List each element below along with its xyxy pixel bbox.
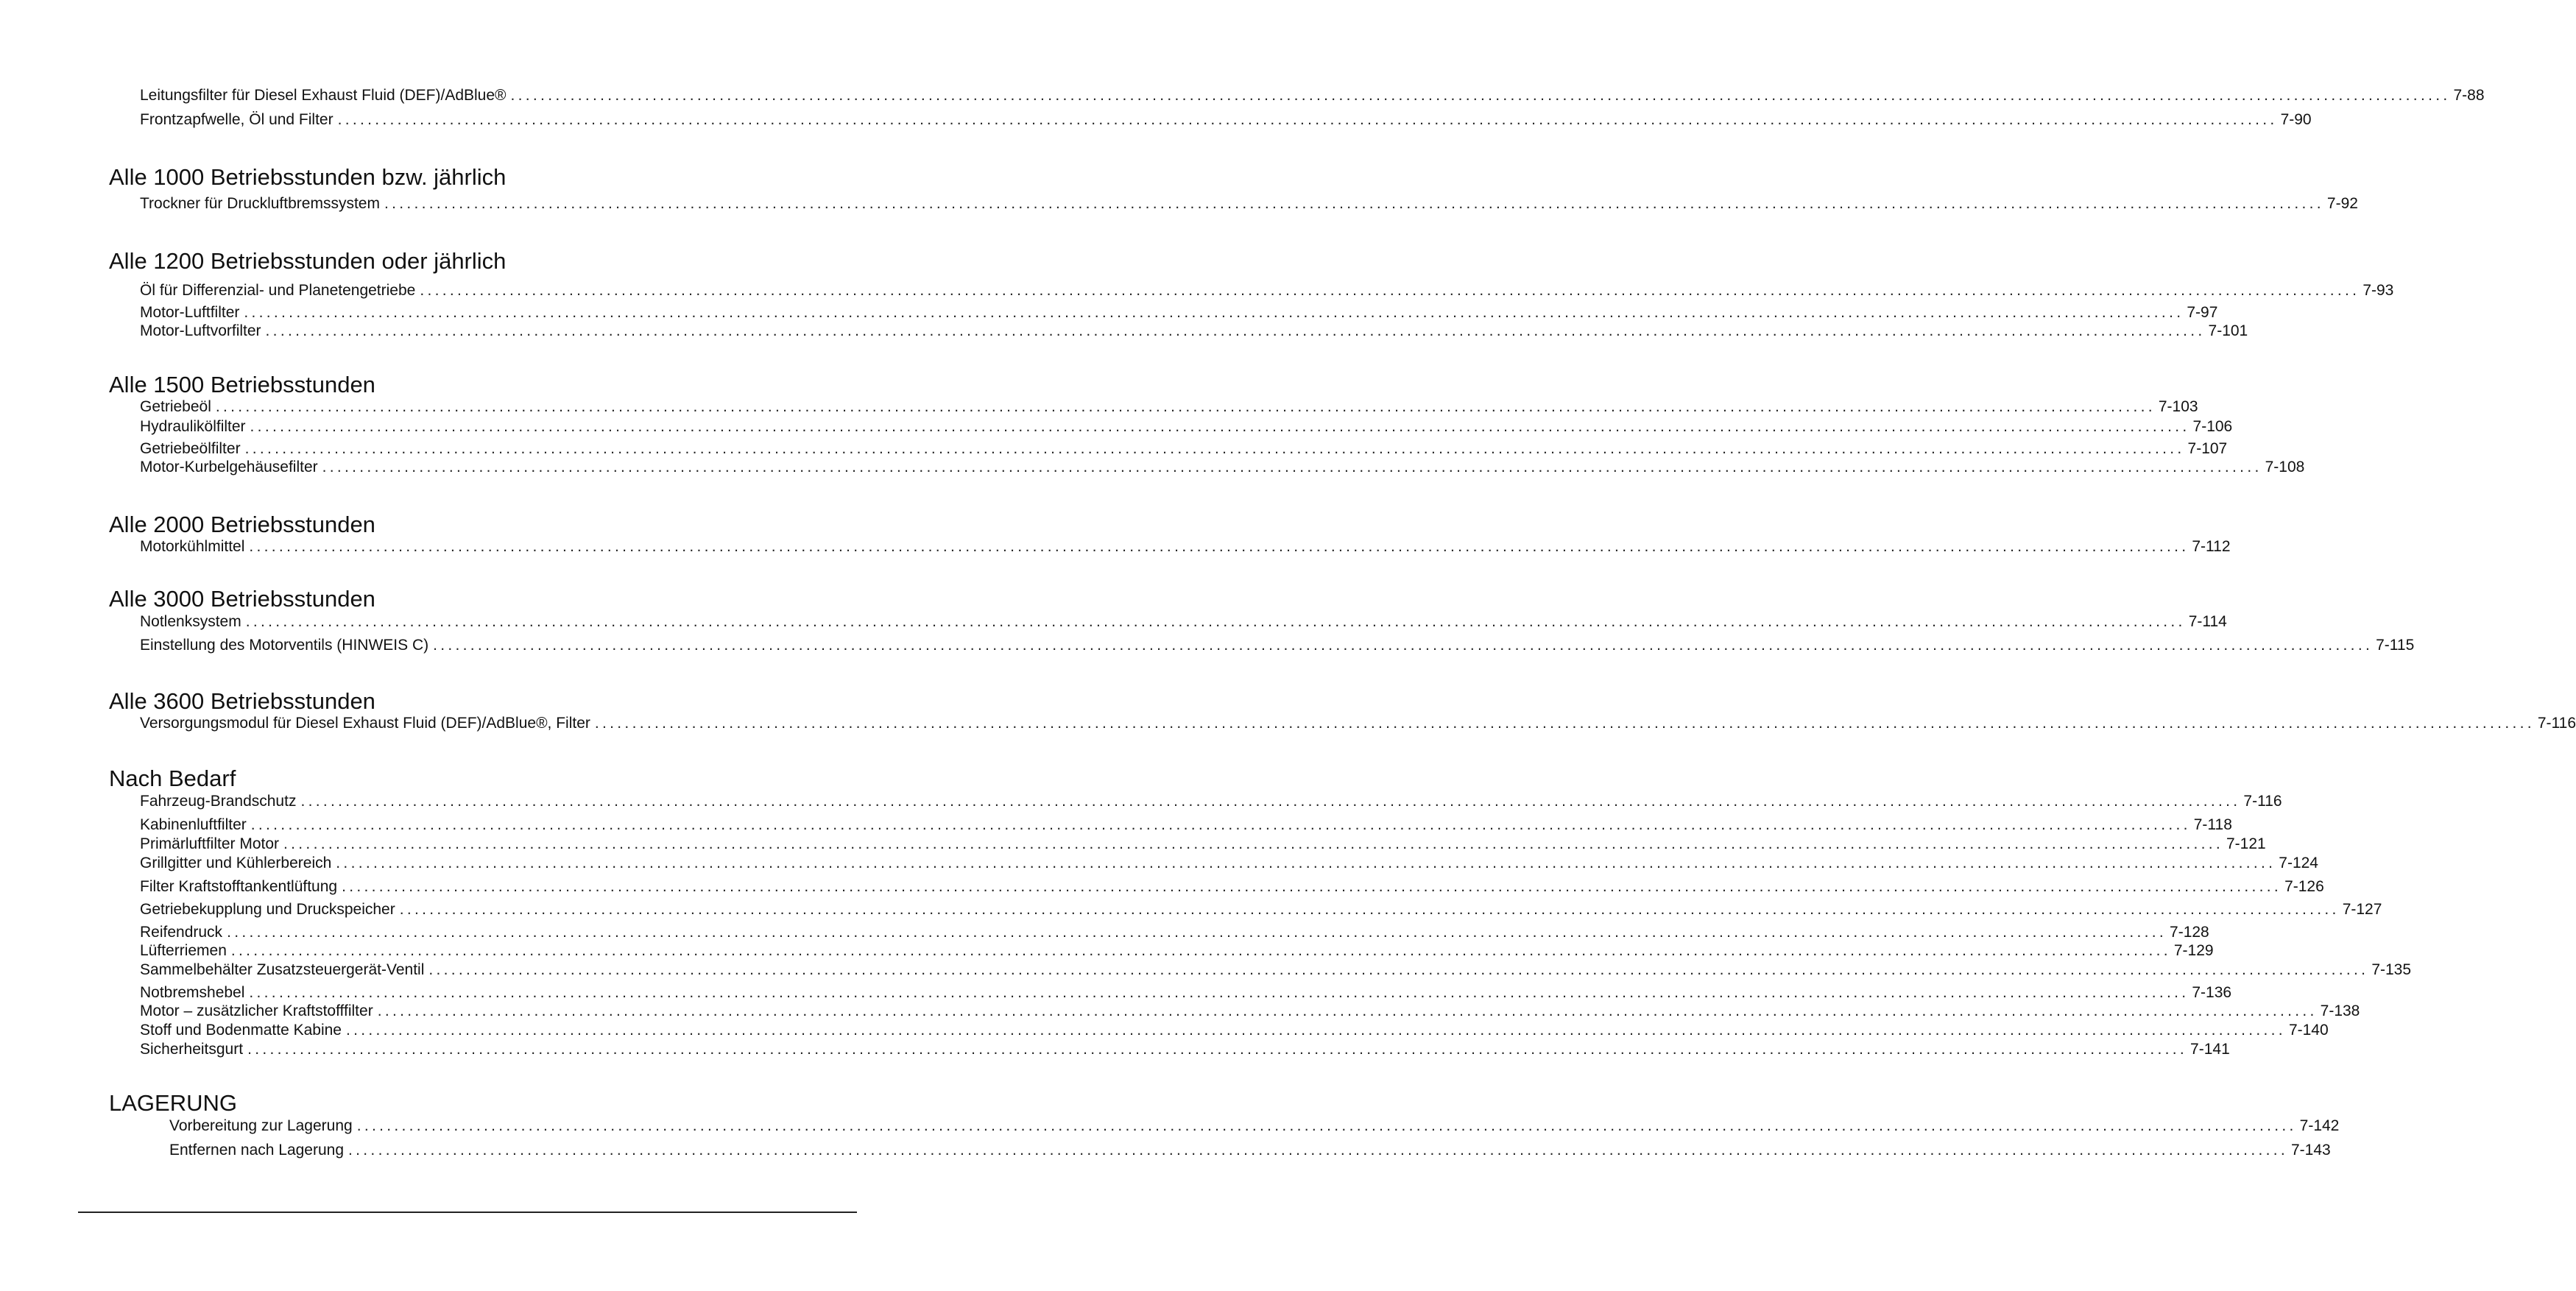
toc-entry-page-number: 7-88 xyxy=(2453,87,2485,104)
toc-entry-page-number: 7-116 xyxy=(2243,793,2282,810)
dot-leader: .................................................................................................................................................................................................................................................................... xyxy=(336,855,2276,871)
toc-entry[interactable] xyxy=(140,714,2576,733)
toc-entry-page-number: 7-106 xyxy=(2192,418,2233,435)
dot-leader: .................................................................................................................................................................................................................................................................... xyxy=(342,878,2282,895)
toc-entry[interactable] xyxy=(140,322,2248,341)
dot-leader: .................................................................................................................................................................................................................................................................... xyxy=(230,942,2171,959)
toc-entry-title: Reifendruck xyxy=(140,924,223,941)
toc-entry[interactable] xyxy=(140,537,2231,556)
toc-entry-page-number: 7-97 xyxy=(2187,304,2218,321)
toc-entry-title: Entfernen nach Lagerung xyxy=(169,1142,345,1159)
dot-leader: .................................................................................................................................................................................................................................................................... xyxy=(345,1022,2286,1039)
dot-leader: .................................................................................................................................................................................................................................................................... xyxy=(510,87,2451,104)
toc-entry-page-number: 7-121 xyxy=(2226,835,2266,852)
toc-entry[interactable] xyxy=(140,397,2198,417)
toc-entry-title: Vorbereitung zur Lagerung xyxy=(169,1117,353,1134)
toc-entry-page-number: 7-128 xyxy=(2170,924,2209,941)
section-heading: Alle 3000 Betriebsstunden xyxy=(109,586,375,612)
toc-entry-title: Öl für Differenzial- und Planetengetriebe xyxy=(140,282,416,299)
dot-leader: .................................................................................................................................................................................................................................................................... xyxy=(247,1041,2188,1058)
dot-leader: .................................................................................................................................................................................................................................................................... xyxy=(384,195,2324,212)
toc-entry-title: Trockner für Druckluftbremssystem xyxy=(140,195,380,212)
toc-entry-page-number: 7-90 xyxy=(2280,111,2312,128)
toc-entry-page-number: 7-138 xyxy=(2320,1002,2360,1019)
toc-entry-title: Stoff und Bodenmatte Kabine xyxy=(140,1022,342,1039)
toc-entry[interactable] xyxy=(140,439,2228,459)
toc-entry[interactable] xyxy=(140,86,2485,105)
toc-entry[interactable] xyxy=(140,458,2305,477)
toc-entry-page-number: 7-129 xyxy=(2173,942,2214,959)
toc-entry-page-number: 7-124 xyxy=(2279,855,2318,871)
toc-entry-page-number: 7-107 xyxy=(2187,440,2228,457)
footer-rule xyxy=(78,1212,857,1213)
toc-entry-title: Notlenksystem xyxy=(140,613,241,630)
toc-entry-title: Leitungsfilter für Diesel Exhaust Fluid (DEF)/AdBlue® xyxy=(140,87,507,104)
toc-entry[interactable] xyxy=(140,194,2358,213)
toc-entry-page-number: 7-142 xyxy=(2299,1117,2340,1134)
toc-entry-title: Einstellung des Motorventils (HINWEIS C) xyxy=(140,637,429,654)
section-heading: LAGERUNG xyxy=(109,1090,237,1116)
toc-entry-page-number: 7-140 xyxy=(2288,1022,2329,1039)
toc-entry-page-number: 7-143 xyxy=(2291,1142,2331,1159)
dot-leader: .................................................................................................................................................................................................................................................................... xyxy=(377,1002,2318,1019)
toc-entry-page-number: 7-101 xyxy=(2208,322,2248,339)
toc-entry-title: Lüfterriemen xyxy=(140,942,227,959)
toc-entry-title: Sicherheitsgurt xyxy=(140,1041,244,1058)
toc-entry[interactable] xyxy=(140,983,2232,1002)
section-heading: Alle 1200 Betriebsstunden oder jährlich xyxy=(109,248,507,274)
dot-leader: .................................................................................................................................................................................................................................................................... xyxy=(356,1117,2297,1134)
dot-leader: .................................................................................................................................................................................................................................................................... xyxy=(215,398,2156,415)
toc-entry-title: Sammelbehälter Zusatzsteuergerät-Ventil xyxy=(140,961,425,978)
toc-entry[interactable] xyxy=(169,1117,2340,1136)
toc-entry-page-number: 7-103 xyxy=(2158,398,2198,415)
toc-entry-page-number: 7-141 xyxy=(2190,1041,2230,1058)
toc-entry-title: Motor-Kurbelgehäusefilter xyxy=(140,459,318,475)
dot-leader: .................................................................................................................................................................................................................................................................... xyxy=(399,901,2340,918)
toc-entry[interactable] xyxy=(140,835,2266,854)
toc-entry[interactable] xyxy=(140,900,2382,919)
toc-entry[interactable] xyxy=(169,1141,2331,1160)
toc-entry[interactable] xyxy=(140,961,2412,980)
dot-leader: .................................................................................................................................................................................................................................................................... xyxy=(250,816,2191,833)
toc-entry-page-number: 7-108 xyxy=(2265,459,2305,475)
toc-entry-title: Getriebekupplung und Druckspeicher xyxy=(140,901,395,918)
dot-leader: .................................................................................................................................................................................................................................................................... xyxy=(244,304,2184,321)
toc-entry-title: Grillgitter und Kühlerbereich xyxy=(140,855,332,871)
dot-leader: .................................................................................................................................................................................................................................................................... xyxy=(249,984,2189,1001)
toc-entry-page-number: 7-114 xyxy=(2188,613,2227,630)
toc-entry[interactable] xyxy=(140,417,2233,436)
toc-entry-title: Getriebeöl xyxy=(140,398,211,415)
toc-entry[interactable] xyxy=(140,816,2232,835)
section-heading: Alle 3600 Betriebsstunden xyxy=(109,688,375,714)
section-heading: Alle 1500 Betriebsstunden xyxy=(109,372,375,397)
toc-entry-page-number: 7-135 xyxy=(2371,961,2412,978)
toc-entry-page-number: 7-92 xyxy=(2326,195,2358,212)
toc-entry[interactable] xyxy=(140,877,2324,896)
toc-entry-page-number: 7-127 xyxy=(2342,901,2382,918)
toc-entry-title: Motorkühlmittel xyxy=(140,538,245,555)
toc-entry-page-number: 7-126 xyxy=(2284,878,2324,895)
toc-entry[interactable] xyxy=(140,1021,2329,1040)
toc-entry-page-number: 7-118 xyxy=(2193,816,2232,833)
dot-leader: .................................................................................................................................................................................................................................................................... xyxy=(227,924,2167,941)
toc-entry-title: Primärluftfilter Motor xyxy=(140,835,280,852)
dot-leader: .................................................................................................................................................................................................................................................................... xyxy=(265,322,2206,339)
toc-entry[interactable] xyxy=(140,792,2282,811)
toc-entry-title: Versorgungsmodul für Diesel Exhaust Fluid (DEF)/AdBlue®, Filter xyxy=(140,715,590,732)
dot-leader: .................................................................................................................................................................................................................................................................... xyxy=(300,793,2241,810)
toc-entry-title: Fahrzeug-Brandschutz xyxy=(140,793,297,810)
toc-entry-page-number: 7-112 xyxy=(2192,538,2231,555)
toc-entry[interactable] xyxy=(140,612,2227,632)
dot-leader: .................................................................................................................................................................................................................................................................... xyxy=(428,961,2369,978)
toc-entry-title: Hydraulikölfilter xyxy=(140,418,246,435)
toc-entry-title: Motor-Luftfilter xyxy=(140,304,240,321)
dot-leader: .................................................................................................................................................................................................................................................................... xyxy=(249,538,2189,555)
dot-leader: .................................................................................................................................................................................................................................................................... xyxy=(348,1142,2288,1159)
dot-leader: .................................................................................................................................................................................................................................................................... xyxy=(420,282,2360,299)
toc-entry[interactable] xyxy=(140,923,2209,942)
dot-leader: .................................................................................................................................................................................................................................................................... xyxy=(250,418,2190,435)
toc-entry[interactable] xyxy=(140,1040,2230,1059)
toc-entry-title: Filter Kraftstofftankentlüftung xyxy=(140,878,338,895)
toc-entry[interactable] xyxy=(140,941,2214,961)
dot-leader: .................................................................................................................................................................................................................................................................... xyxy=(594,715,2535,732)
toc-entry-title: Motor-Luftvorfilter xyxy=(140,322,261,339)
toc-entry-title: Getriebeölfilter xyxy=(140,440,241,457)
section-heading: Nach Bedarf xyxy=(109,765,236,791)
toc-entry-page-number: 7-116 xyxy=(2537,715,2576,732)
dot-leader: .................................................................................................................................................................................................................................................................... xyxy=(322,459,2262,475)
toc-entry-title: Notbremshebel xyxy=(140,984,245,1001)
toc-entry[interactable] xyxy=(140,1002,2360,1021)
toc-entry-page-number: 7-93 xyxy=(2362,282,2394,299)
dot-leader: .................................................................................................................................................................................................................................................................... xyxy=(337,111,2278,128)
toc-entry-title: Frontzapfwelle, Öl und Filter xyxy=(140,111,334,128)
section-heading: Alle 2000 Betriebsstunden xyxy=(109,512,375,537)
toc-entry-title: Kabinenluftfilter xyxy=(140,816,247,833)
toc-entry[interactable] xyxy=(140,303,2218,322)
toc-entry[interactable] xyxy=(140,854,2318,873)
toc-entry-page-number: 7-136 xyxy=(2192,984,2232,1001)
section-heading: Alle 1000 Betriebsstunden bzw. jährlich xyxy=(109,164,507,190)
toc-entry[interactable] xyxy=(140,636,2415,655)
dot-leader: .................................................................................................................................................................................................................................................................... xyxy=(283,835,2223,852)
dot-leader: .................................................................................................................................................................................................................................................................... xyxy=(244,440,2185,457)
toc-entry-page-number: 7-115 xyxy=(2376,637,2415,654)
toc-entry[interactable] xyxy=(140,281,2394,300)
dot-leader: .................................................................................................................................................................................................................................................................... xyxy=(245,613,2186,630)
dot-leader: .................................................................................................................................................................................................................................................................... xyxy=(433,637,2374,654)
toc-entry-title: Motor – zusätzlicher Kraftstofffilter xyxy=(140,1002,373,1019)
toc-entry[interactable] xyxy=(140,110,2312,130)
